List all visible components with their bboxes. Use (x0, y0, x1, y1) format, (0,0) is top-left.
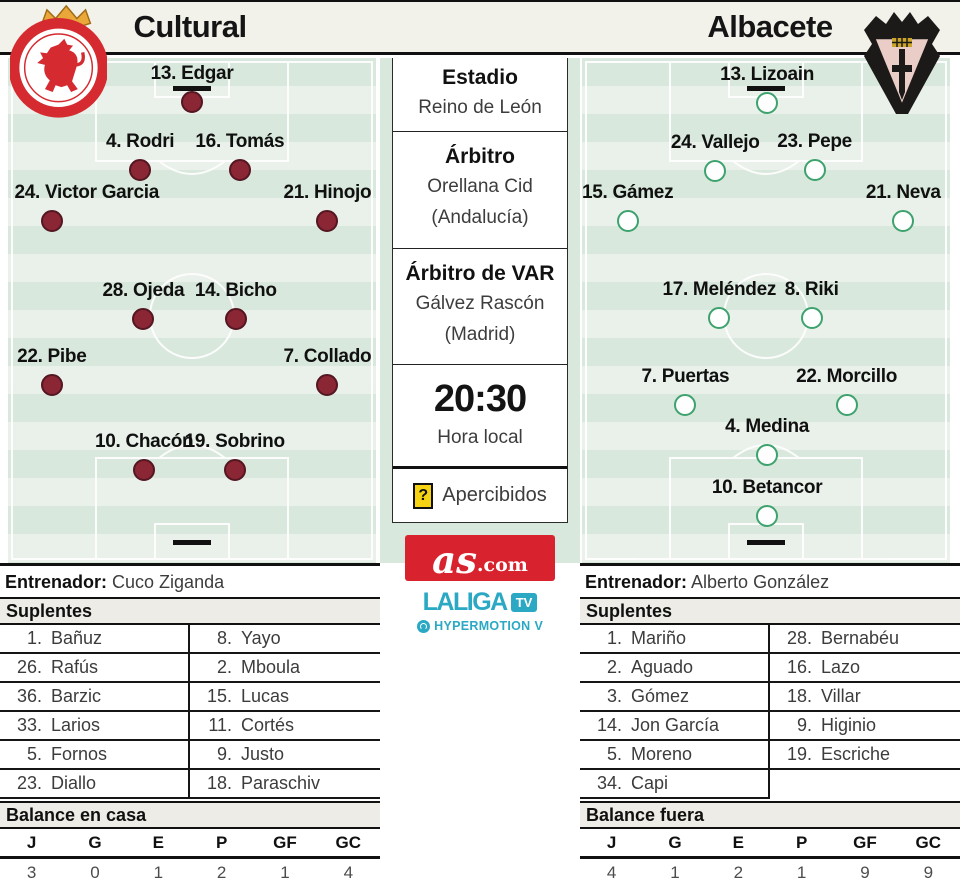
balance-value-cell: 1 (280, 862, 290, 882)
player-marker (14, 182, 160, 232)
balance-value-row (580, 856, 960, 886)
substitute-name: Moreno (631, 744, 693, 764)
player-label: 21. Neva (865, 182, 941, 204)
balance-value-cell: 3 (26, 862, 37, 882)
balance-header-cell: E (152, 832, 164, 852)
match-info-box (392, 58, 568, 523)
balance-header-cell: J (606, 832, 617, 852)
substitute-number: 5. (606, 744, 622, 764)
player-marker (581, 182, 674, 232)
substitute-name: Mboula (241, 657, 301, 677)
substitute-cell (580, 654, 770, 683)
substitute-number: 2. (606, 657, 622, 677)
player-label: 13. Lizoain (720, 63, 815, 85)
var-section (393, 249, 567, 365)
player-marker (195, 131, 285, 181)
balance-value-cell: 1 (670, 862, 680, 882)
home-balance-table (0, 829, 380, 886)
substitute-name: Bernabéu (821, 628, 900, 648)
player-dot (41, 374, 63, 396)
player-label: 16. Tomás (195, 131, 285, 153)
player-marker (784, 279, 839, 329)
player-marker (662, 279, 777, 329)
coach-name: Alberto González (691, 572, 830, 592)
substitute-name: Cortés (241, 715, 295, 735)
header-bar (0, 2, 960, 55)
substitute-name: Barzic (51, 686, 102, 706)
substitute-cell (190, 654, 380, 683)
substitute-cell (770, 741, 960, 770)
player-label: 8. Riki (784, 279, 839, 301)
player-marker (94, 431, 194, 481)
substitute-cell (0, 654, 190, 683)
substitute-row (580, 683, 960, 712)
substitute-cell (0, 770, 190, 799)
substitute-number: 1. (606, 628, 622, 648)
substitute-name: Paraschiv (241, 773, 321, 793)
player-label: 4. Medina (725, 415, 810, 437)
substitute-number: 18. (206, 773, 232, 793)
kickoff-label: Hora local (437, 427, 523, 448)
balance-value-cell: 2 (733, 862, 744, 882)
balance-value-cell: 0 (90, 862, 100, 882)
laliga-row (400, 588, 560, 617)
substitute-row (0, 712, 380, 741)
kickoff-time: 20:30 (433, 378, 527, 420)
substitute-number: 33. (16, 715, 42, 735)
substitute-name: Diallo (51, 773, 97, 793)
substitute-cell (770, 770, 960, 799)
estadio-section (393, 58, 567, 132)
away-balance-header: Balance fuera (580, 801, 960, 829)
player-marker (150, 62, 234, 113)
player-marker (17, 346, 87, 396)
player-dot (229, 159, 251, 181)
substitute-cell (770, 625, 960, 654)
substitute-name: Capi (631, 773, 669, 793)
away-substitutes-table (580, 625, 960, 799)
player-dot (801, 307, 823, 329)
apercibidos-section (393, 469, 567, 522)
substitute-cell (580, 625, 770, 654)
substitute-row (580, 654, 960, 683)
home-pitch-band (0, 58, 380, 566)
home-substitutes-table (0, 625, 380, 799)
substitute-number: 2. (216, 657, 232, 677)
away-team-title: Albacete (707, 9, 833, 44)
balance-value-cell: 4 (606, 862, 617, 882)
yellow-card-icon: ? (413, 483, 433, 509)
substitute-cell (190, 625, 380, 654)
arbitro-label: Árbitro (445, 145, 515, 168)
player-dot (316, 210, 338, 232)
substitute-number: 1. (26, 628, 42, 648)
balance-header-cell: E (732, 832, 744, 852)
substitute-cell (0, 741, 190, 770)
player-dot (133, 459, 155, 481)
substitute-row (0, 683, 380, 712)
hypermotion-icon (417, 620, 430, 633)
substitute-cell (190, 712, 380, 741)
pitch-lines-icon (8, 58, 376, 563)
albacete-crest-icon (856, 8, 948, 125)
substitute-row (580, 712, 960, 741)
player-marker (670, 132, 760, 182)
balance-header-cell: GC (915, 832, 942, 852)
balance-value-cell: 2 (216, 862, 227, 882)
player-dot (132, 308, 154, 330)
substitute-name: Villar (821, 686, 861, 706)
balance-header-cell: GF (273, 832, 297, 852)
player-dot (181, 91, 203, 113)
balance-header-cell: P (215, 832, 228, 852)
player-dot (892, 210, 914, 232)
away-coach-row (580, 566, 960, 597)
player-label: 13. Edgar (150, 62, 234, 84)
balance-value-cell: 1 (796, 862, 807, 882)
apercibidos-label: Apercibidos (442, 484, 547, 506)
substitute-number: 9. (796, 715, 812, 735)
substitute-cell (190, 770, 380, 799)
player-label: 17. Meléndez (662, 279, 777, 301)
substitute-cell (770, 712, 960, 741)
balance-header-cell: GC (335, 832, 362, 852)
substitute-name: Higinio (821, 715, 877, 735)
balance-header-row (580, 829, 960, 856)
player-label: 24. Vallejo (670, 132, 760, 154)
player-label: 24. Victor Garcia (14, 182, 160, 204)
substitute-name: Lucas (241, 686, 290, 706)
match-info-column (380, 58, 580, 886)
substitute-name: Bañuz (51, 628, 103, 648)
substitute-row (0, 654, 380, 683)
substitute-name: Aguado (631, 657, 694, 677)
substitute-name: Justo (241, 744, 285, 764)
substitute-cell (0, 625, 190, 654)
substitute-cell (580, 770, 770, 799)
away-pitch (582, 58, 950, 563)
substitute-number: 9. (216, 744, 232, 764)
substitute-number: 34. (596, 773, 622, 793)
laliga-tv-logo (400, 588, 560, 633)
substitute-number: 18. (786, 686, 812, 706)
balance-value-cell: 4 (343, 862, 354, 882)
player-dot (704, 160, 726, 182)
player-label: 14. Bicho (194, 280, 277, 302)
away-suplentes-header: Suplentes (580, 597, 960, 625)
substitute-name: Larios (51, 715, 101, 735)
player-marker (865, 182, 941, 232)
substitute-cell (580, 712, 770, 741)
substitute-name: Lazo (821, 657, 861, 677)
substitute-number: 5. (26, 744, 42, 764)
substitute-cell (0, 712, 190, 741)
away-pitch-band (580, 58, 960, 566)
home-coach-row (0, 566, 380, 597)
substitute-number: 36. (16, 686, 42, 706)
player-marker (720, 63, 815, 114)
cultural-crest-icon (10, 4, 107, 125)
balance-header-cell: G (668, 832, 682, 852)
substitute-name: Escriche (821, 744, 891, 764)
as-logo-text: as (432, 537, 477, 582)
player-label: 23. Pepe (777, 131, 852, 153)
player-label: 28. Ojeda (102, 280, 185, 302)
substitute-name: Mariño (631, 628, 687, 648)
substitute-name: Gómez (631, 686, 690, 706)
home-pitch (8, 58, 376, 563)
coach-label: Entrenador: (5, 572, 108, 592)
player-dot (836, 394, 858, 416)
home-team-title: Cultural (133, 9, 247, 44)
arbitro-section (393, 132, 567, 249)
player-dot (316, 374, 338, 396)
player-dot (224, 459, 246, 481)
player-marker (725, 415, 810, 466)
substitute-number: 3. (606, 686, 622, 706)
player-marker (105, 131, 175, 181)
player-label: 19. Sobrino (184, 431, 285, 453)
home-balance-header: Balance en casa (0, 801, 380, 829)
home-team-column (0, 58, 380, 886)
player-marker (777, 131, 852, 181)
laliga-text: LALIGA (422, 588, 507, 616)
coach-name: Cuco Ziganda (112, 572, 225, 592)
player-dot (41, 210, 63, 232)
balance-header-row (0, 829, 380, 856)
player-marker (102, 280, 185, 330)
substitute-number: 28. (786, 628, 812, 648)
substitute-number: 15. (206, 686, 232, 706)
substitute-number: 8. (216, 628, 232, 648)
as-com-logo (405, 535, 555, 581)
hypermotion-text: HYPERMOTION (434, 619, 531, 633)
substitute-number: 11. (208, 715, 232, 735)
substitute-name: Yayo (241, 628, 281, 648)
substitute-number: 14. (596, 715, 622, 735)
player-dot (756, 444, 778, 466)
home-suplentes-header: Suplentes (0, 597, 380, 625)
balance-value-cell: 1 (153, 862, 164, 882)
info-wrap (380, 58, 580, 563)
player-label: 22. Pibe (17, 346, 87, 368)
player-marker (641, 365, 730, 416)
estadio-label: Estadio (442, 66, 518, 89)
player-marker (711, 477, 823, 527)
player-marker (194, 280, 277, 330)
balance-header-cell: P (795, 832, 808, 852)
balance-value-cell: 9 (923, 862, 934, 882)
hypermotion-mark: V (534, 619, 543, 633)
arbitro-region: (Andalucía) (431, 206, 529, 228)
substitute-row (0, 741, 380, 770)
player-label: 21. Hinojo (283, 182, 372, 204)
balance-header-cell: GF (853, 832, 877, 852)
balance-header-cell: J (26, 832, 37, 852)
balance-value-row (0, 856, 380, 886)
kickoff-section (393, 365, 567, 469)
arbitro-name: Orellana Cid (427, 176, 533, 197)
player-label: 7. Collado (283, 346, 372, 368)
player-dot (129, 159, 151, 181)
substitute-row (580, 741, 960, 770)
substitute-cell (580, 741, 770, 770)
balance-value-cell: 9 (860, 862, 870, 882)
var-name: Gálvez Rascón (415, 293, 545, 314)
substitute-name: Rafús (51, 657, 99, 677)
balance-header-cell: G (88, 832, 102, 852)
substitute-number: 23. (16, 773, 42, 793)
var-region: (Madrid) (444, 323, 516, 345)
player-dot (756, 92, 778, 114)
away-balance-table (580, 829, 960, 886)
as-logo-suffix: .com (476, 554, 528, 577)
player-marker (184, 431, 285, 481)
player-dot (617, 210, 639, 232)
hypermotion-row (400, 619, 560, 633)
player-marker (796, 365, 898, 416)
player-marker (283, 182, 372, 232)
player-label: 10. Betancor (711, 477, 823, 499)
player-label: 4. Rodri (105, 131, 175, 153)
player-label: 22. Morcillo (796, 365, 898, 387)
substitute-cell (0, 683, 190, 712)
player-dot (674, 394, 696, 416)
substitute-cell (190, 741, 380, 770)
player-label: 10. Chacón (94, 431, 194, 453)
substitute-row (580, 625, 960, 654)
estadio-value: Reino de León (418, 97, 542, 118)
substitute-cell (770, 683, 960, 712)
coach-label: Entrenador: (585, 572, 688, 592)
player-label: 15. Gámez (581, 182, 674, 204)
substitute-number: 16. (786, 657, 812, 677)
player-dot (804, 159, 826, 181)
substitute-name: Fornos (51, 744, 108, 764)
substitute-row (0, 770, 380, 799)
player-marker (283, 346, 372, 396)
substitute-cell (190, 683, 380, 712)
player-dot (708, 307, 730, 329)
laliga-tv-badge: TV (511, 593, 538, 612)
substitute-row (0, 625, 380, 654)
player-label: 7. Puertas (641, 365, 730, 387)
substitute-number: 26. (16, 657, 42, 677)
substitute-name: Jon García (631, 715, 720, 735)
player-dot (756, 505, 778, 527)
substitute-row (580, 770, 960, 799)
away-team-column (580, 58, 960, 886)
player-dot (225, 308, 247, 330)
substitute-number: 19. (786, 744, 812, 764)
substitute-cell (770, 654, 960, 683)
substitute-cell (580, 683, 770, 712)
var-label: Árbitro de VAR (405, 262, 555, 285)
